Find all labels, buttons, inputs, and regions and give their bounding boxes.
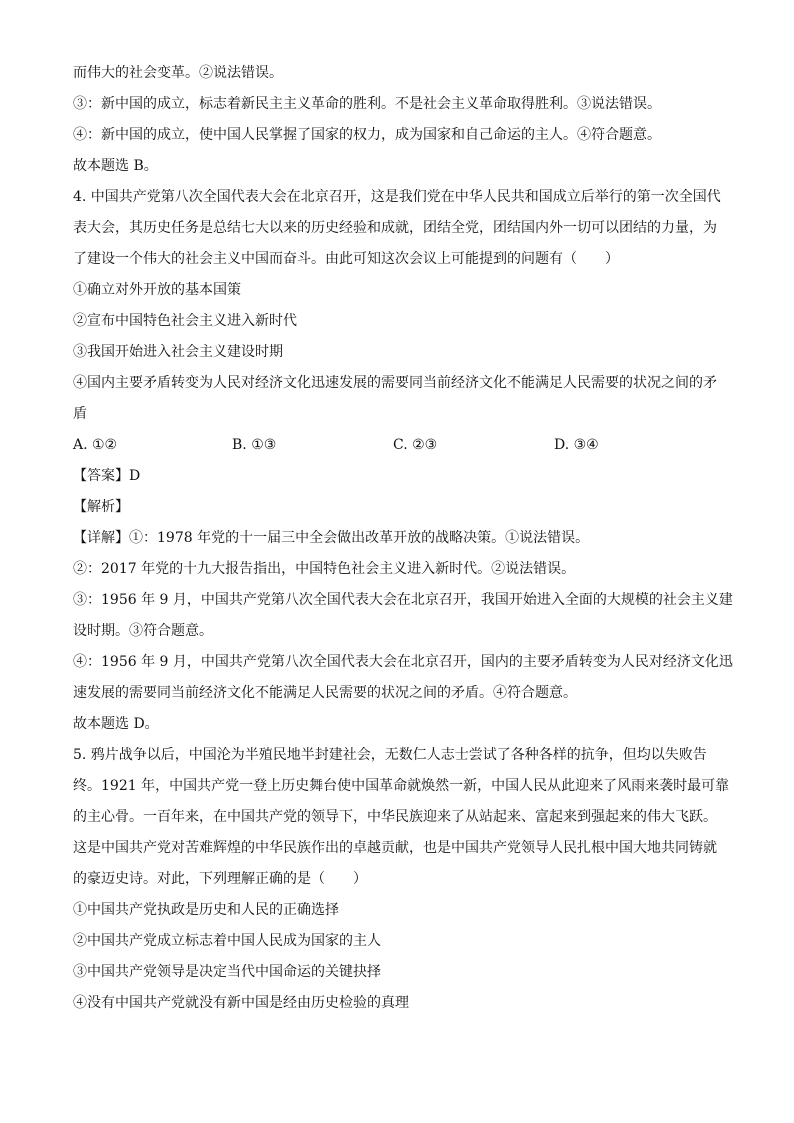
q4-stem-line-3: 了建设一个伟大的社会主义中国而奋斗。由此可知这次会议上可能提到的问题有（ ） [73, 251, 619, 267]
q4-stem-line-1: 4. 中国共产党第八次全国代表大会在北京召开，这是我们党在中华人民共和国成立后举行的第一次全国代 [73, 189, 721, 205]
detail-label: 【详解】 [73, 530, 129, 546]
q4-answer [73, 461, 721, 492]
q4-option-d: D. ③④ [554, 437, 599, 453]
q4-statement-2: ②宣布中国特色社会主义进入新时代 [73, 313, 297, 329]
q5-stem-line-3: 的主心骨。一百年来，在中国共产党的领导下，中华民族迎来了从站起来、富起来到强起来的伟大飞跃。 [73, 809, 717, 825]
q4-stem-line-2: 表大会，其历史任务是总结七大以来的历史经验和成就，团结全党，团结国内外一切可以团结的力量，为 [73, 220, 717, 236]
answer-label: 【答案】 [73, 468, 129, 484]
q5-statement-2: ②中国共产党成立标志着中国人民成为国家的主人 [73, 933, 381, 949]
question-4 [73, 182, 733, 740]
q5-statement-1: ①中国共产党执政是历史和人民的正确选择 [73, 902, 339, 918]
q4-detail-1 [73, 523, 721, 554]
q3-analysis-line-3: ④：新中国的成立，使中国人民掌握了国家的权力，成为国家和自己命运的主人。④符合题意。 [73, 127, 661, 143]
q4-statement-1: ①确立对外开放的基本国策 [73, 282, 241, 298]
q5-stem-line-1: 5. 鸦片战争以后，中国沦为半殖民地半封建社会，无数仁人志士尝试了各种各样的抗争，但均以失败告 [73, 747, 707, 763]
q5-stem-line-5: 的豪迈史诗。对此，下列理解正确的是（ ） [73, 871, 367, 887]
q4-statement-4-line-1: ④国内主要矛盾转变为人民对经济文化迅速发展的需要同当前经济文化不能满足人民需要的状况之间的矛 [73, 375, 717, 391]
document-page [73, 58, 733, 1019]
q3-conclusion: 故本题选 B。 [73, 158, 158, 174]
q4-statement-4-line-2: 盾 [73, 406, 87, 422]
q4-detail-1-text: ①：1978 年党的十一届三中全会做出改革开放的战略决策。①说法错误。 [129, 530, 590, 546]
q5-stem-line-4: 这是中国共产党对苦难辉煌的中华民族作出的卓越贡献，也是中国共产党领导人民扎根中国大地共同铸就 [73, 840, 717, 856]
q4-detail-3-line-2: 设时期。③符合题意。 [73, 623, 213, 639]
q4-conclusion: 故本题选 D。 [73, 716, 159, 732]
q5-statement-3: ③中国共产党领导是决定当代中国命运的关键抉择 [73, 964, 381, 980]
q5-statement-4: ④没有中国共产党就没有新中国是经由历史检验的真理 [73, 995, 409, 1011]
q5-stem-line-2: 终。1921 年，中国共产党一登上历史舞台使中国革命就焕然一新，中国人民从此迎来了风雨来袭时最可靠 [73, 778, 730, 794]
q4-option-b: B. ①③ [232, 437, 277, 453]
question-5 [73, 740, 730, 1019]
q4-detail-4-line-1: ④：1956 年 9 月，中国共产党第八次全国代表大会在北京召开，国内的主要矛盾转变为人民对经济文化迅 [73, 654, 733, 670]
q4-detail-2: ②：2017 年党的十九大报告指出，中国特色社会主义进入新时代。②说法错误。 [73, 561, 576, 577]
q3-analysis-line-1: 而伟大的社会变革。②说法错误。 [73, 65, 283, 81]
q4-options [73, 430, 721, 461]
answer-value: D [129, 468, 141, 484]
q4-option-a: A. ①② [73, 437, 118, 453]
q4-option-c: C. ②③ [393, 437, 438, 453]
q4-analysis-label: 【解析】 [73, 499, 129, 515]
q4-detail-3-line-1: ③：1956 年 9 月，中国共产党第八次全国代表大会在北京召开，我国开始进入全面的大规模的社会主义建 [73, 592, 733, 608]
q3-analysis-line-2: ③：新中国的成立，标志着新民主主义革命的胜利。不是社会主义革命取得胜利。③说法错误。 [73, 96, 661, 112]
q4-statement-3: ③我国开始进入社会主义建设时期 [73, 344, 283, 360]
q4-detail-4-line-2: 速发展的需要同当前经济文化不能满足人民需要的状况之间的矛盾。④符合题意。 [73, 685, 577, 701]
